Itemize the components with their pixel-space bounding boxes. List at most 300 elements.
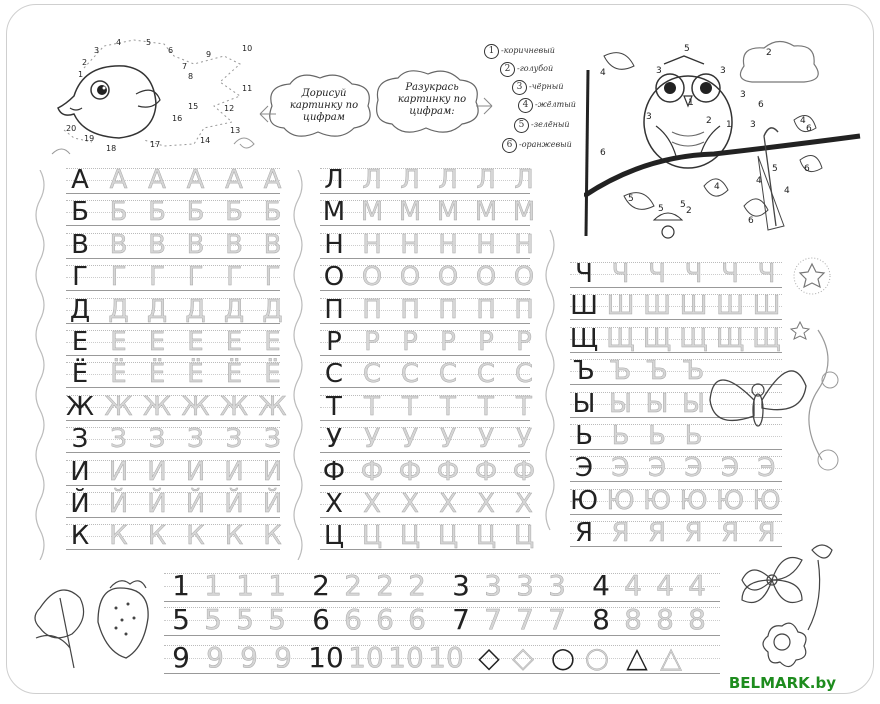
letter-trace: Ю: [679, 485, 708, 516]
number-trace: 7: [548, 603, 566, 636]
number-trace: 6: [344, 603, 362, 636]
dot-number: 3: [94, 46, 100, 55]
letter-trace: Э: [684, 453, 703, 484]
letter-trace: О: [437, 262, 459, 293]
letter-trace: Х: [477, 489, 495, 519]
letter-row: [66, 231, 280, 261]
letter-trace: Ь: [611, 421, 630, 451]
letter-trace: Б: [263, 197, 282, 228]
letter-sample: Й: [70, 489, 90, 519]
letter-trace: Д: [185, 294, 206, 325]
letter-trace: Г: [226, 262, 242, 293]
letter-trace: Ё: [225, 359, 243, 390]
letter-sample: С: [324, 359, 344, 390]
letter-trace: М: [474, 197, 498, 228]
number-sample: 8: [592, 603, 610, 636]
dot-number: 16: [172, 114, 183, 123]
letter-row: [320, 294, 534, 326]
number-trace: 10: [348, 641, 384, 674]
letter-trace: К: [224, 521, 244, 552]
number-row: [164, 604, 720, 638]
letter-trace: Д: [108, 294, 129, 325]
letter-trace: Е: [264, 327, 281, 357]
letter-trace: Д: [262, 294, 283, 325]
letter-trace: Х: [439, 489, 457, 519]
letter-trace: У: [364, 424, 380, 455]
letter-trace: Я: [720, 518, 740, 549]
letter-row: [320, 521, 535, 552]
coloring-number: 2: [686, 206, 692, 216]
number-trace: 7: [516, 603, 534, 636]
coloring-number: 6: [758, 100, 764, 110]
letter-row: [66, 360, 280, 390]
letter-trace: О: [361, 262, 383, 293]
letter-trace: Ф: [436, 456, 460, 487]
coloring-number: 1: [688, 98, 694, 108]
letter-trace: П: [476, 294, 496, 325]
letter-trace: Я: [757, 518, 776, 549]
letter-trace: Ж: [104, 391, 133, 422]
letter-sample: Ы: [572, 388, 596, 419]
letter-trace: А: [263, 165, 282, 195]
letter-trace: Ч: [684, 259, 703, 289]
letter-trace: Ш: [716, 291, 744, 322]
number-trace: 5: [204, 603, 222, 636]
number-trace: 2: [344, 569, 362, 602]
number-sample: 2: [312, 569, 330, 602]
letter-trace: Т: [364, 391, 380, 422]
number-trace: 7: [484, 603, 502, 636]
letter-sample: П: [324, 294, 344, 325]
letter-sample: Ё: [71, 359, 89, 390]
letter-trace: Н: [438, 229, 458, 260]
letter-trace: М: [398, 197, 422, 228]
letter-trace: Б: [225, 197, 243, 228]
letter-trace: Ы: [645, 388, 669, 419]
letter-trace: Т: [516, 391, 532, 422]
letter-trace: Х: [515, 489, 533, 519]
dot-number: 20: [66, 124, 77, 133]
letter-trace: О: [475, 262, 497, 293]
legend-label: -чёрный: [529, 82, 564, 91]
letter-row: [320, 393, 530, 423]
dot-number: 12: [224, 104, 235, 113]
number-trace: 3: [548, 569, 566, 602]
letter-trace: Ъ: [646, 356, 668, 387]
letter-sample: К: [70, 521, 90, 552]
letter-row: [66, 263, 280, 293]
letter-sample: Щ: [569, 323, 599, 354]
letter-trace: Д: [146, 294, 168, 325]
letter-trace: Р: [440, 327, 456, 357]
coloring-number: 3: [740, 90, 746, 100]
letter-trace: С: [400, 359, 420, 390]
coloring-number: 3: [720, 66, 726, 76]
letter-trace: Ю: [642, 485, 672, 516]
letter-trace: Н: [476, 229, 496, 260]
letter-trace: Ш: [606, 291, 635, 322]
letter-trace: Г: [149, 262, 165, 293]
letter-trace: Й: [108, 489, 129, 519]
number-trace: 3: [484, 569, 502, 602]
letter-trace: Ф: [398, 456, 422, 487]
letter-sample: Я: [574, 518, 594, 549]
letter-trace: Ё: [110, 359, 127, 390]
number-trace: 4: [624, 569, 642, 602]
coloring-number: 4: [784, 186, 790, 196]
dot-number: 13: [230, 126, 241, 135]
coloring-number: 6: [806, 124, 812, 134]
number-trace: 1: [204, 569, 222, 602]
letter-row: [66, 166, 280, 196]
letter-trace: Г: [187, 262, 204, 293]
letter-trace: Х: [363, 489, 381, 519]
letter-trace: В: [148, 229, 166, 260]
letter-trace: Ч: [721, 259, 739, 289]
letter-row: [66, 456, 283, 488]
letter-trace: Щ: [606, 323, 635, 354]
letter-trace: Ч: [757, 259, 776, 289]
letter-trace: Ж: [219, 391, 248, 422]
letter-trace: М: [512, 197, 536, 228]
letter-trace: В: [225, 229, 243, 260]
number-trace: 2: [376, 569, 394, 602]
letter-trace: Ю: [606, 485, 635, 516]
number-trace: △: [660, 641, 682, 674]
letter-row: [66, 294, 283, 326]
coloring-number: 4: [714, 182, 720, 192]
letter-trace: Л: [438, 165, 458, 195]
number-sample: 3: [452, 569, 470, 602]
number-trace: 4: [688, 569, 706, 602]
letter-trace: Ф: [512, 456, 536, 487]
letter-trace: Б: [148, 197, 166, 228]
letter-sample: И: [70, 456, 90, 487]
letter-trace: З: [264, 424, 281, 455]
number-sample: 4: [592, 569, 610, 602]
legend-number: 5: [514, 118, 529, 133]
legend-item: [484, 44, 555, 59]
letter-sample: Ж: [65, 391, 94, 422]
letter-trace: Ф: [360, 456, 384, 487]
letter-trace: Н: [362, 229, 382, 260]
letter-trace: Ъ: [609, 356, 632, 387]
letter-trace: Э: [720, 453, 740, 484]
letter-trace: Я: [684, 518, 703, 549]
letter-row: [66, 522, 280, 552]
letter-trace: Ю: [752, 485, 781, 516]
letter-trace: Л: [362, 165, 382, 195]
letter-trace: Ш: [643, 291, 671, 322]
letter-trace: Ч: [611, 259, 630, 289]
dot-number: 1: [78, 70, 84, 79]
letter-trace: У: [516, 424, 532, 455]
letter-trace: Ц: [399, 521, 421, 552]
letter-sample: В: [71, 229, 89, 260]
legend-item: [514, 118, 570, 133]
letter-trace: Т: [440, 391, 456, 422]
letter-trace: Щ: [715, 323, 745, 354]
letter-trace: Г: [110, 262, 127, 293]
coloring-number: 6: [748, 216, 754, 226]
letter-trace: Й: [224, 489, 244, 519]
letter-sample: Ф: [322, 456, 346, 487]
coloring-number: 1: [726, 120, 732, 130]
dot-number: 8: [188, 72, 194, 81]
number-row: [164, 642, 720, 676]
letter-sample: Ъ: [573, 356, 595, 387]
dot-number: 19: [84, 134, 95, 143]
letter-trace: Е: [148, 327, 166, 357]
number-trace: 6: [376, 603, 394, 636]
number-trace: 8: [688, 603, 706, 636]
letter-trace: М: [360, 197, 384, 228]
dot-number: 6: [168, 46, 174, 55]
letter-trace: Ц: [475, 521, 497, 552]
letter-trace: Э: [611, 453, 630, 484]
letter-trace: О: [399, 262, 421, 293]
dot-number: 10: [242, 44, 253, 53]
number-trace: ◇: [512, 641, 534, 674]
number-sample: ○: [550, 641, 576, 674]
letter-row: [65, 391, 287, 423]
letter-sample: Ц: [323, 521, 345, 552]
letter-sample: Д: [69, 294, 91, 325]
dot-number: 9: [206, 50, 212, 59]
letter-trace: В: [186, 229, 205, 260]
number-trace: 1: [268, 569, 286, 602]
letter-trace: Н: [400, 229, 420, 260]
letter-sample: А: [71, 165, 89, 195]
letter-trace: Ё: [264, 359, 281, 390]
letter-row: [320, 328, 530, 358]
coloring-number: 2: [766, 48, 772, 58]
number-sample: 9: [172, 641, 190, 674]
dot-number: 5: [146, 38, 152, 47]
letter-trace: С: [438, 359, 458, 390]
letter-trace: Я: [611, 518, 630, 549]
coloring-number: 5: [628, 194, 634, 204]
letter-trace: Я: [647, 518, 667, 549]
letter-row: [66, 198, 280, 228]
letter-trace: Х: [401, 489, 419, 519]
letter-sample: Ю: [569, 485, 599, 516]
number-trace: 5: [268, 603, 286, 636]
letter-trace: В: [109, 229, 128, 260]
letter-trace: И: [185, 456, 206, 487]
letter-trace: К: [186, 521, 205, 552]
letter-trace: Ж: [181, 391, 210, 422]
legend-label: -оранжевый: [519, 140, 572, 149]
dot-number: 2: [82, 58, 88, 67]
dot-number: 17: [150, 140, 161, 149]
letter-sample: Ь: [575, 421, 593, 451]
letter-trace: Ё: [148, 359, 166, 390]
letter-row: [320, 456, 536, 488]
instruction-dots: Дорисуй картинку по цифрам: [289, 88, 359, 123]
letter-trace: Е: [225, 327, 243, 357]
letter-row: [320, 197, 536, 228]
letter-trace: Б: [186, 197, 205, 228]
number-sample: △: [626, 641, 648, 674]
letter-trace: Ю: [715, 485, 745, 516]
letter-trace: М: [436, 197, 460, 228]
letter-trace: А: [186, 165, 205, 195]
letter-trace: Щ: [642, 323, 672, 354]
letter-trace: П: [362, 294, 382, 325]
letter-trace: Й: [147, 489, 167, 519]
coloring-number: 3: [750, 120, 756, 130]
letter-trace: Д: [223, 294, 245, 325]
letter-sample: Г: [72, 262, 88, 293]
letter-trace: З: [110, 424, 127, 455]
letter-trace: З: [225, 424, 243, 455]
letter-trace: Ц: [437, 521, 459, 552]
letter-trace: Ц: [513, 521, 535, 552]
letter-trace: И: [262, 456, 283, 487]
number-sample: ◇: [478, 641, 500, 674]
letter-sample: З: [71, 424, 89, 455]
letter-row: [320, 489, 533, 520]
dot-number: 18: [106, 144, 117, 153]
coloring-number: 3: [656, 66, 662, 76]
letter-sample: Э: [574, 453, 594, 484]
dot-number: 11: [242, 84, 253, 93]
letter-trace: А: [225, 165, 243, 195]
letter-trace: У: [440, 424, 456, 455]
letter-row: [320, 165, 534, 196]
coloring-number: 4: [800, 116, 806, 126]
number-sample: 1: [172, 569, 190, 602]
dot-number: 15: [188, 102, 199, 111]
instruction-color: Разукрась картинку по цифрам:: [397, 82, 467, 117]
number-sample: 10: [308, 641, 344, 674]
number-trace: 8: [656, 603, 674, 636]
letter-trace: П: [400, 294, 420, 325]
letter-trace: У: [478, 424, 494, 455]
number-trace: ○: [584, 641, 610, 674]
letter-row: [66, 425, 280, 455]
coloring-number: 6: [804, 164, 810, 174]
legend-item: [518, 98, 576, 113]
letter-sample: Р: [326, 327, 342, 357]
letter-trace: Ч: [648, 259, 666, 289]
letter-sample: Х: [325, 489, 343, 519]
letter-trace: У: [402, 424, 418, 455]
letter-row: [320, 229, 534, 261]
letter-trace: И: [224, 456, 244, 487]
letter-sample: Т: [326, 391, 342, 422]
letter-trace: Н: [514, 229, 534, 260]
number-trace: 9: [206, 641, 224, 674]
legend-number: 3: [512, 80, 527, 95]
letter-trace: Ь: [648, 421, 666, 451]
legend-item: [500, 62, 553, 77]
letter-trace: Ж: [142, 391, 171, 422]
letter-trace: Э: [647, 453, 667, 484]
letter-trace: Р: [516, 327, 532, 357]
legend-item: [512, 80, 563, 95]
coloring-number: 5: [680, 200, 686, 210]
letter-trace: З: [148, 424, 166, 455]
letter-trace: Е: [110, 327, 127, 357]
number-trace: 10: [388, 641, 424, 674]
letter-trace: Э: [757, 453, 776, 484]
letter-trace: Ш: [752, 291, 781, 322]
letter-trace: Г: [264, 262, 281, 293]
legend-number: 4: [518, 98, 533, 113]
dot-number: 14: [200, 136, 211, 145]
coloring-number: 4: [756, 176, 762, 186]
dot-number: 4: [116, 38, 122, 47]
letter-trace: Ц: [361, 521, 383, 552]
owl-coloring-picture: [584, 36, 872, 246]
letter-trace: А: [148, 165, 166, 195]
number-row: [164, 570, 720, 604]
letter-sample: Н: [324, 229, 344, 260]
legend-label: -коричневый: [501, 46, 555, 55]
letter-sample: Е: [71, 327, 89, 357]
coloring-number: 3: [646, 112, 652, 122]
letter-trace: Б: [109, 197, 128, 228]
legend-number: 1: [484, 44, 499, 59]
letter-trace: К: [109, 521, 128, 552]
coloring-number: 5: [684, 44, 690, 54]
letter-trace: Ь: [684, 421, 703, 451]
number-trace: 5: [236, 603, 254, 636]
letter-row: [66, 489, 283, 520]
brand-watermark: BELMARK.by: [728, 674, 836, 692]
letter-trace: С: [476, 359, 496, 390]
coloring-number: 5: [658, 204, 664, 214]
letter-trace: З: [187, 424, 204, 455]
letter-trace: Ж: [258, 391, 287, 422]
coloring-number: 4: [600, 68, 606, 78]
letter-trace: Й: [262, 489, 283, 519]
number-trace: 4: [656, 569, 674, 602]
letter-trace: Л: [514, 165, 534, 195]
number-trace: 1: [236, 569, 254, 602]
letter-sample: Б: [71, 197, 89, 228]
dot-number: 7: [182, 62, 188, 71]
letter-trace: И: [147, 456, 167, 487]
legend-label: -жёлтый: [535, 100, 576, 109]
strawberry-picture: [30, 568, 160, 678]
letter-sample: Ш: [570, 291, 598, 322]
letter-trace: Щ: [679, 323, 708, 354]
number-trace: 6: [408, 603, 426, 636]
number-sample: 5: [172, 603, 190, 636]
letter-trace: П: [438, 294, 458, 325]
letter-trace: Ё: [187, 359, 204, 390]
letter-trace: Р: [402, 327, 418, 357]
number-trace: 9: [274, 641, 292, 674]
letter-trace: Й: [185, 489, 206, 519]
number-trace: 8: [624, 603, 642, 636]
letter-sample: М: [322, 197, 346, 228]
legend-item: [502, 138, 572, 153]
letter-trace: А: [109, 165, 128, 195]
letter-sample: О: [323, 262, 345, 293]
letter-trace: Р: [478, 327, 494, 357]
butterfly-and-stars: [700, 250, 850, 510]
letter-trace: Е: [187, 327, 204, 357]
letter-trace: Ы: [682, 388, 705, 419]
letter-row: [320, 359, 534, 390]
letter-sample: У: [326, 424, 342, 455]
legend-number: 6: [502, 138, 517, 153]
number-sample: 7: [452, 603, 470, 636]
